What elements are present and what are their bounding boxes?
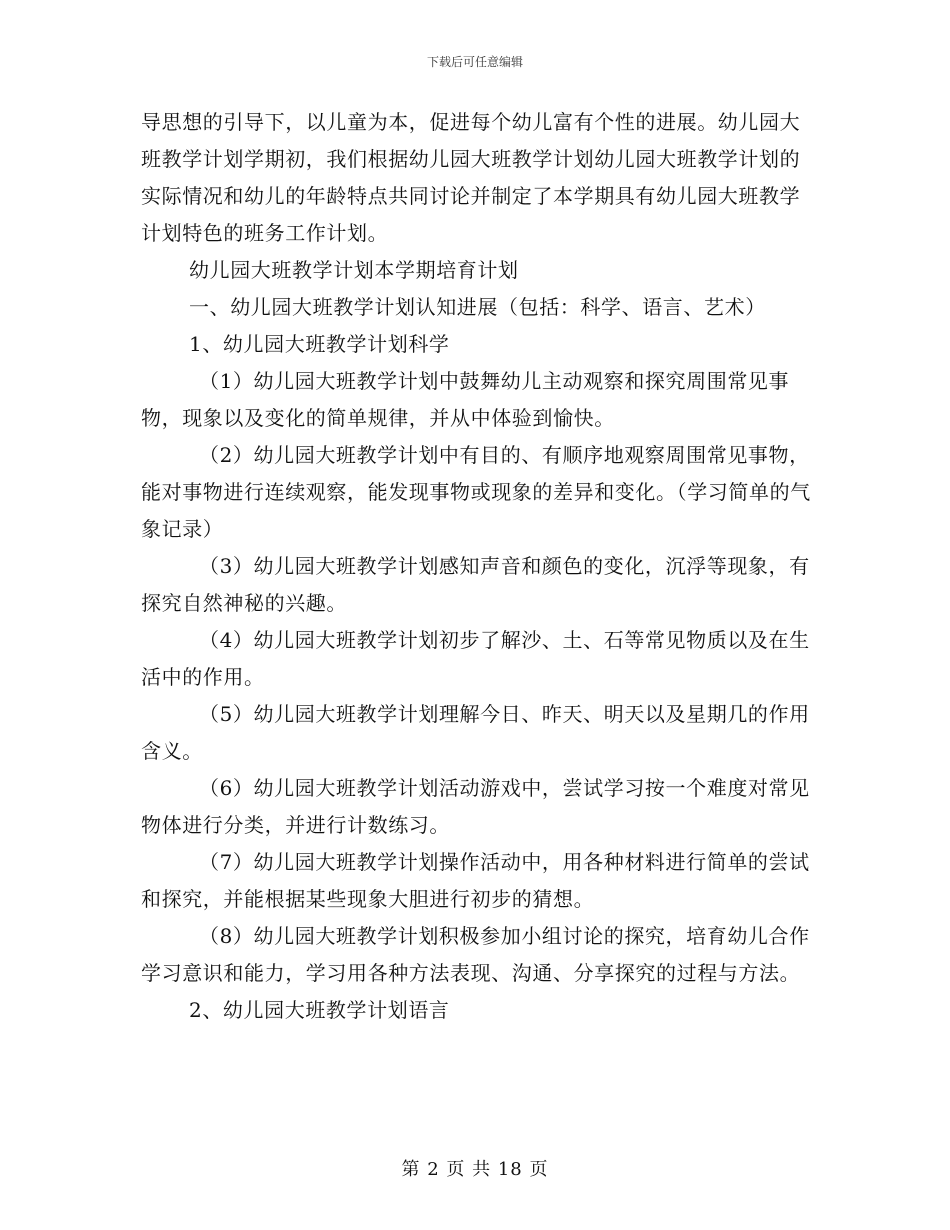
page-header: 下载后可任意编辑 (426, 55, 523, 69)
list-item-2: （2）幼儿园大班教学计划中有目的、有顺序地观察周围常见事物，能对事物进行连续观察，能发现事物或现象的差异和变化。（学习简单的气象记录） (141, 443, 811, 541)
list-item-6: （6）幼儿园大班教学计划活动游戏中，尝试学习按一个难度对常见物体进行分类，并进行计数练习。 (141, 776, 810, 837)
list-item-3: （3）幼儿园大班教学计划感知声音和颜色的变化，沉浮等现象，有探究自然神秘的兴趣。 (141, 554, 810, 615)
paragraph-intro: 导思想的引导下，以儿童为本，促进每个幼儿富有个性的进展。幼儿园大班教学计划学期初，我们根据幼儿园大班教学计划幼儿园大班教学计划的实际情况和幼儿的年龄特点共同讨论并制定了本学期具有幼儿园大班教学计划特色的班务工作计划。 (141, 110, 801, 245)
list-item-1: （1）幼儿园大班教学计划中鼓舞幼儿主动观察和探究周围常见事物，现象以及变化的简单规律，并从中体验到愉快。 (141, 369, 790, 430)
body-text (141, 104, 811, 1029)
list-item-7: （7）幼儿园大班教学计划操作活动中，用各种材料进行简单的尝试和探究，并能根据某些现象大胆进行初步的猜想。 (141, 850, 810, 911)
section-heading-plan: 幼儿园大班教学计划本学期培育计划 (189, 258, 519, 282)
list-item-5: （5）幼儿园大班教学计划理解今日、昨天、明天以及星期几的作用含义。 (141, 702, 810, 763)
subsection-heading-language: 2、幼儿园大班教学计划语言 (189, 998, 450, 1022)
section-heading-cognitive: 一、幼儿园大班教学计划认知进展（包括：科学、语言、艺术） (189, 295, 766, 319)
page-footer: 第 2 页 共 18 页 (401, 1159, 549, 1180)
subsection-heading-science: 1、幼儿园大班教学计划科学 (189, 332, 450, 356)
list-item-4: （4）幼儿园大班教学计划初步了解沙、土、石等常见物质以及在生活中的作用。 (141, 628, 810, 689)
list-item-8: （8）幼儿园大班教学计划积极参加小组讨论的探究，培育幼儿合作学习意识和能力，学习用各种方法表现、沟通、分享探究的过程与方法。 (141, 924, 810, 985)
